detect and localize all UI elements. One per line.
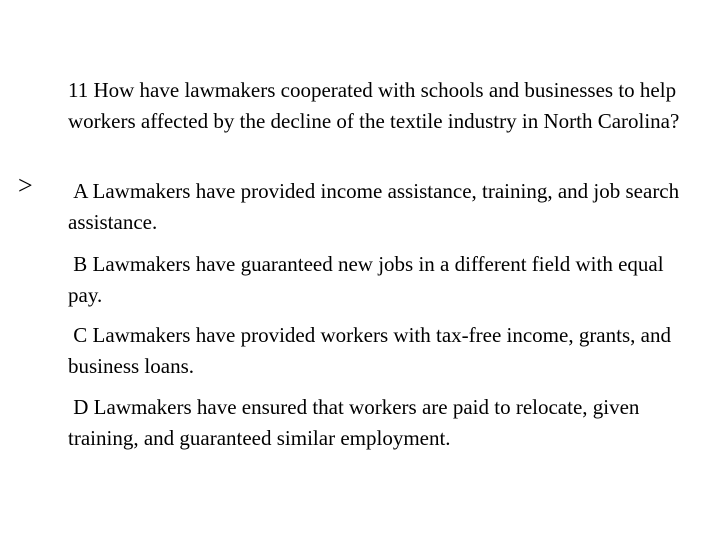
answer-choice-c[interactable]: C Lawmakers have provided workers with tax-free income, grants, and business loans. xyxy=(68,323,677,378)
selection-marker: > xyxy=(18,171,33,200)
question-text: 11 How have lawmakers cooperated with schools and businesses to help workers affected by the decline of the textile industry in North Carolina? xyxy=(68,78,680,133)
answer-choice-a[interactable]: A Lawmakers have provided income assistance, training, and job search assistance. xyxy=(68,179,685,234)
answer-choice-b[interactable]: B Lawmakers have guaranteed new jobs in a different field with equal pay. xyxy=(68,252,669,307)
answer-choice-d[interactable]: D Lawmakers have ensured that workers are paid to relocate, given training, and guaranteed similar employment. xyxy=(68,395,645,450)
